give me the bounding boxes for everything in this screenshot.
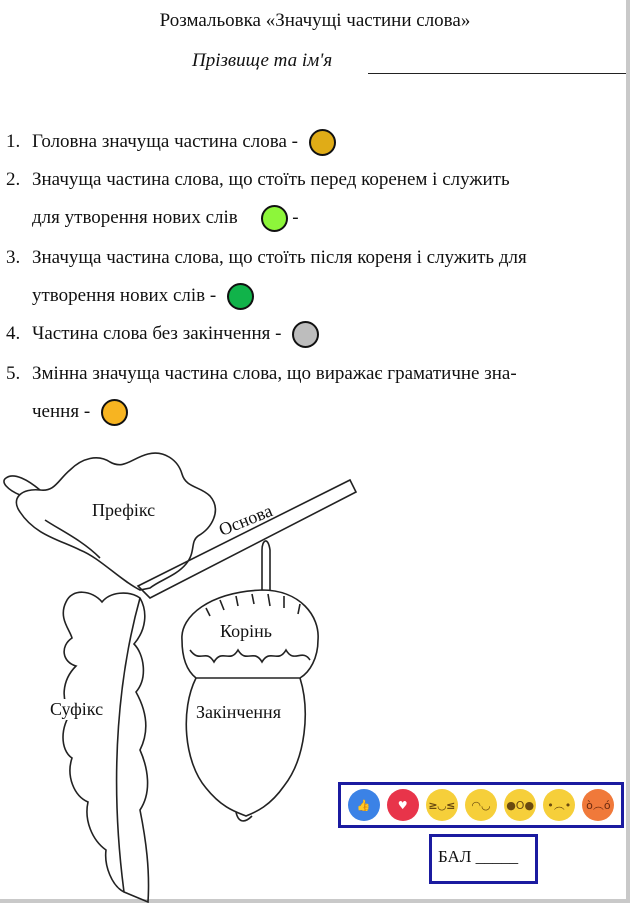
prefix-label: Префікс	[92, 500, 156, 520]
wow-icon[interactable]: ●O●	[504, 789, 536, 821]
item-text-cont: утворення нових слів -	[32, 285, 217, 306]
like-icon[interactable]: 👍	[348, 789, 380, 821]
task-item-3	[6, 239, 626, 306]
item-text: Частина слова без закінчення -	[32, 323, 282, 344]
item-number: 2.	[6, 169, 21, 190]
color-dot-4	[292, 321, 319, 348]
color-dot-5	[101, 399, 128, 426]
acorn-drawing	[0, 440, 400, 903]
color-dot-2	[261, 205, 288, 232]
sad-icon[interactable]: •︵•	[543, 789, 575, 821]
name-label: Прізвище та ім'я	[192, 50, 333, 71]
item-text: Змінна значуща частина слова, що виражає граматичне зна-	[32, 363, 517, 384]
name-input-line[interactable]	[368, 73, 626, 74]
haha-icon[interactable]: ≥◡≤	[426, 789, 458, 821]
lower-leaf	[63, 592, 149, 902]
branch	[138, 480, 356, 598]
color-dot-1	[309, 129, 336, 156]
item-text-cont: для утворення нових слів	[32, 207, 238, 228]
item-text-cont: чення -	[32, 401, 91, 422]
ending-label: Закінчення	[196, 702, 281, 722]
item-text: Значуща частина слова, що стоїть після кореня і служить для	[32, 247, 527, 268]
page-title: Розмальовка «Значущі частини слова»	[159, 10, 471, 31]
item-number: 3.	[6, 247, 21, 268]
task-item-2	[6, 161, 626, 228]
task-item-5	[6, 355, 626, 422]
item-number: 1.	[6, 131, 21, 152]
acorn-nut	[186, 678, 305, 816]
score-box[interactable]: БАЛ _____	[429, 834, 538, 884]
love-icon[interactable]: ♥	[387, 789, 419, 821]
stem-label: Основа	[215, 500, 276, 540]
color-dot-3	[227, 283, 254, 310]
suffix-label: Суфікс	[50, 699, 104, 719]
item-number: 5.	[6, 363, 21, 384]
task-item-4	[6, 315, 626, 353]
item-text: Значуща частина слова, що стоїть перед коренем і служить	[32, 169, 510, 190]
root-label: Корінь	[220, 621, 272, 641]
item-suffix: -	[292, 207, 299, 228]
angry-icon[interactable]: ò︵ó	[582, 789, 614, 821]
acorn-illustration	[0, 440, 400, 903]
task-item-1	[6, 123, 626, 161]
smile-icon[interactable]: ◠◡	[465, 789, 497, 821]
item-number: 4.	[6, 323, 21, 344]
reaction-bar	[338, 782, 624, 828]
item-text: Головна значуща частина слова -	[32, 131, 298, 152]
